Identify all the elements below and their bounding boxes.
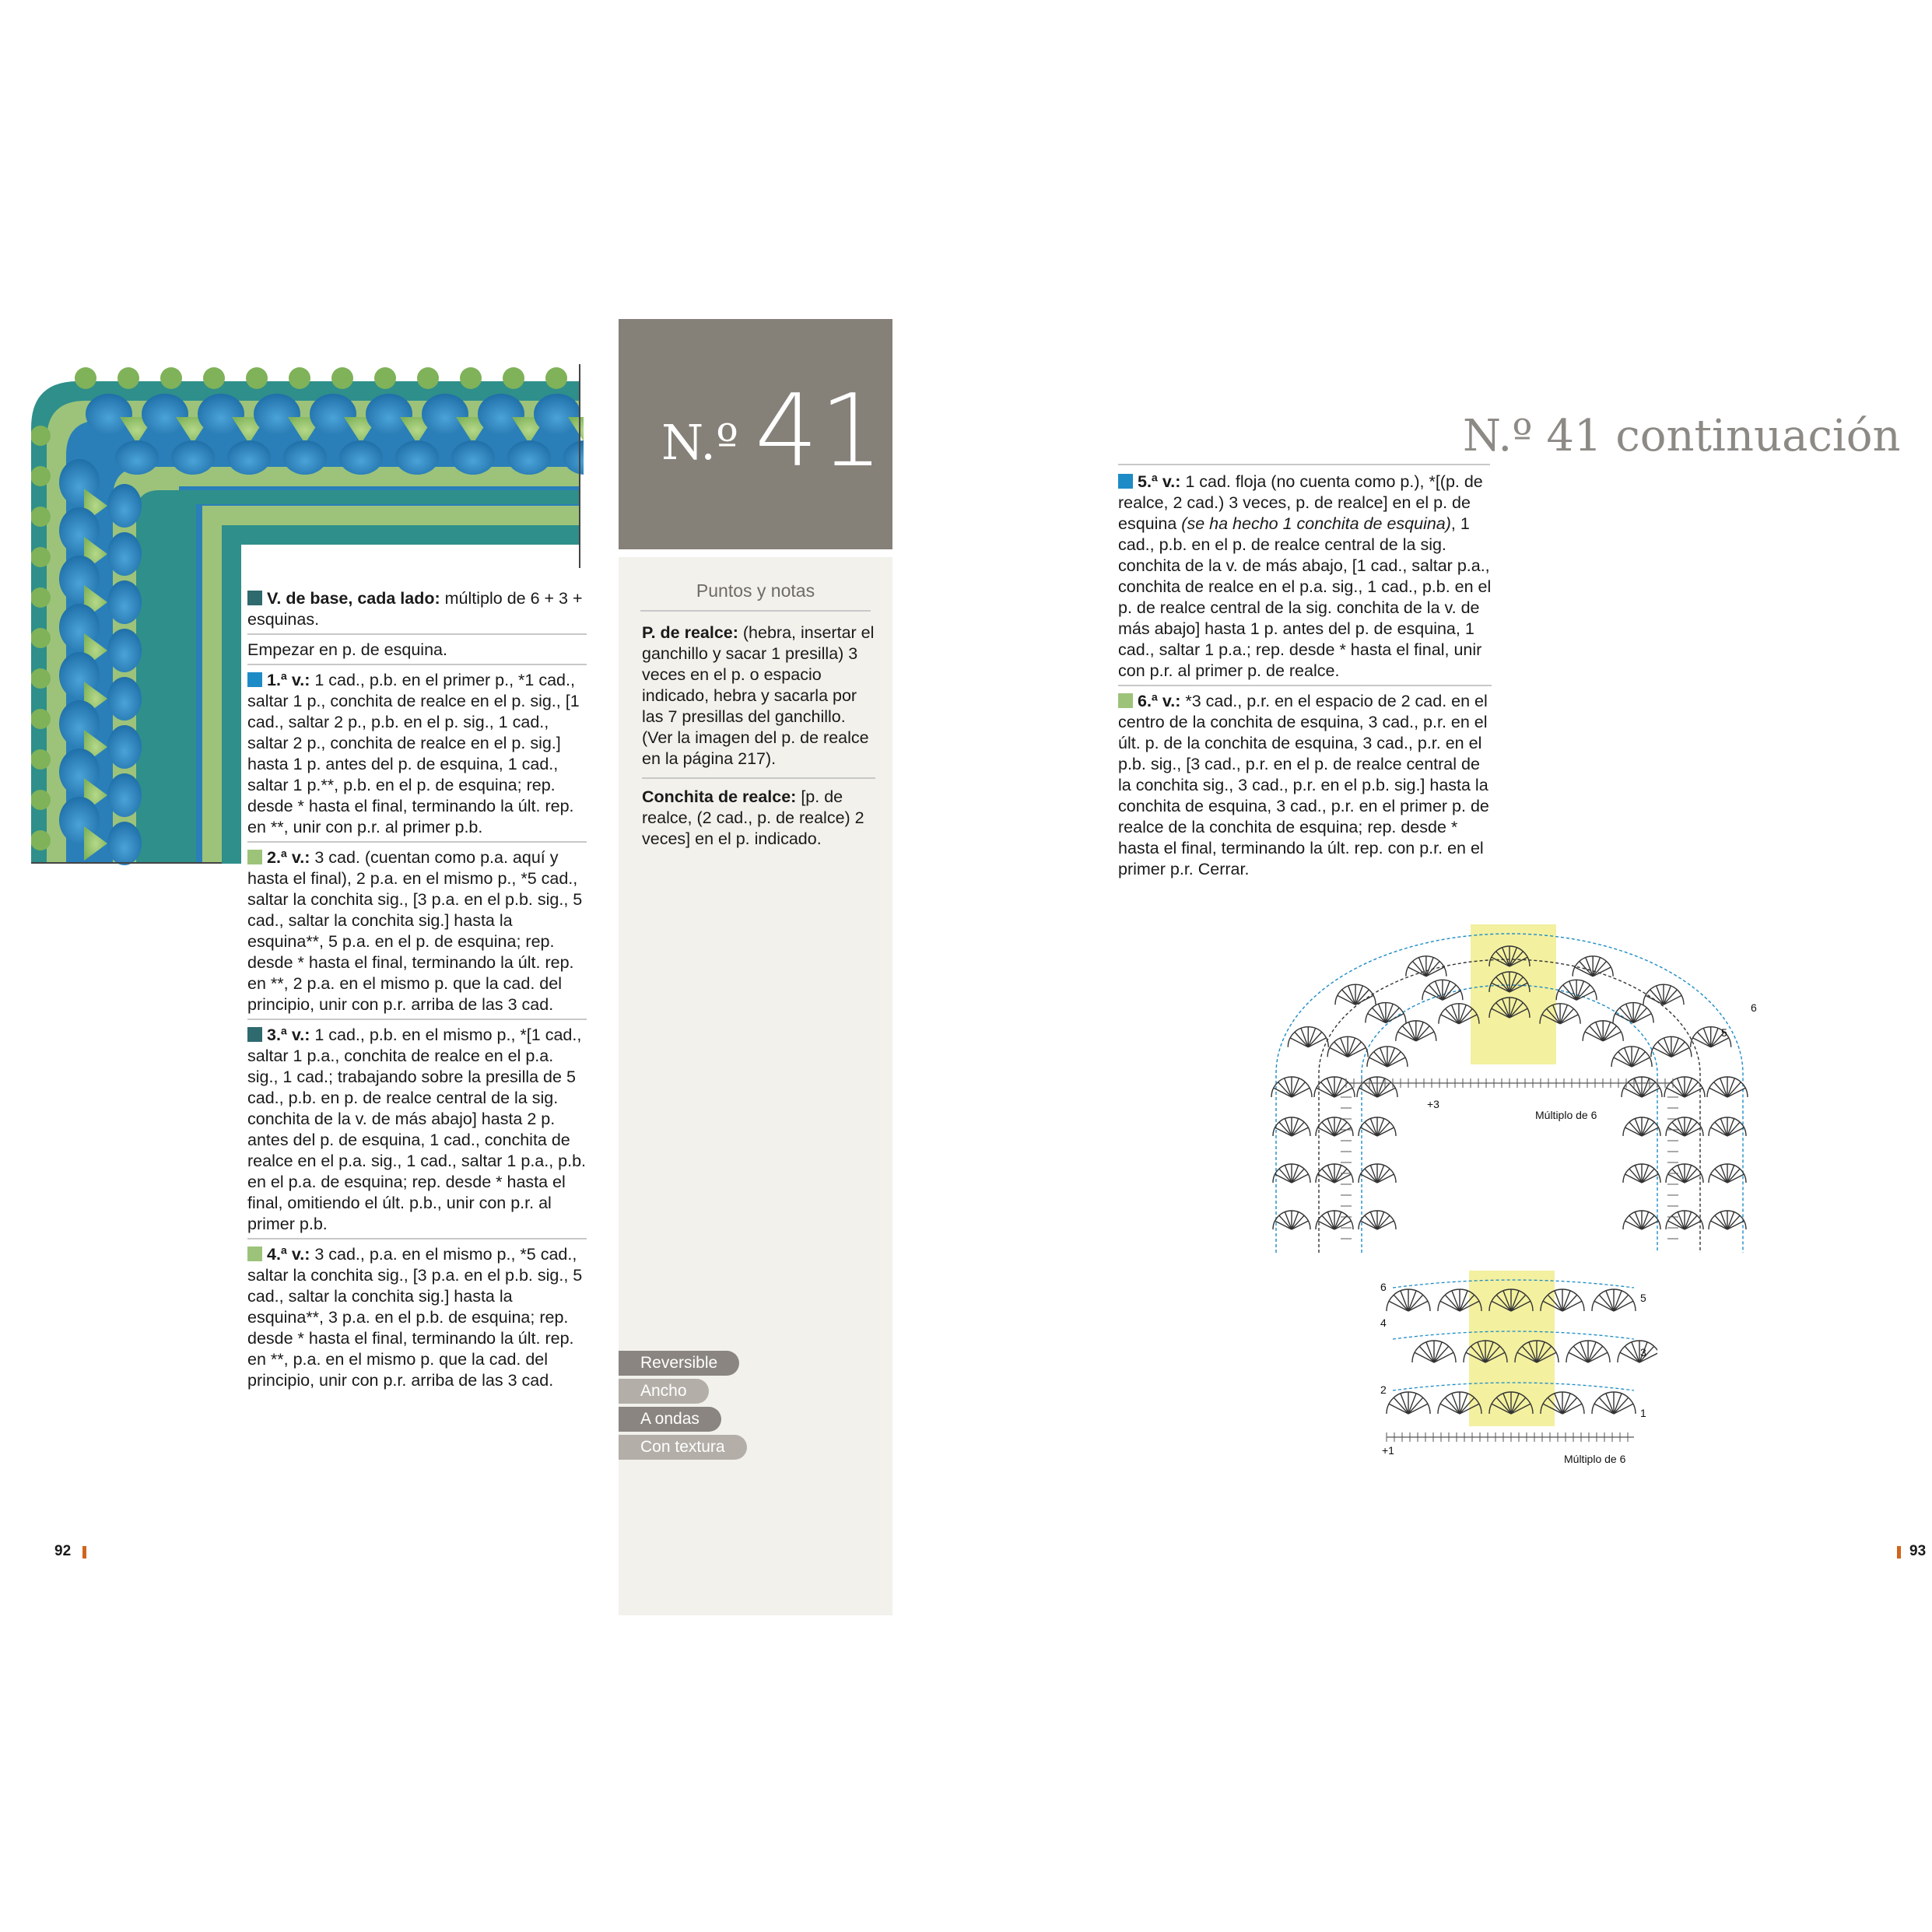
- chart-row-number: 2: [1380, 1383, 1387, 1396]
- row-marker-icon: [1118, 474, 1133, 489]
- instruction-text: *3 cad., p.r. en el espacio de 2 cad. en el centro de la conchita de esquina, 3 cad., p.r. en el últ. p. de la conchita de esquina, 3 cad., p.r. en el p.b. sig., [3 cad., p.r. en el p. de realce central de la conchita sig., 3 cad., p.r. en el p.b. sig.] hasta la conchita de esquina, 3 cad., p.r. en el primer p. de realce de la conchita de esquina; rep. desde * hasta el final, terminando la últ. rep. con p.r. en el primer p.r. Cerrar.: [1118, 692, 1489, 878]
- page-number-marker: [82, 1546, 86, 1559]
- page-number-marker: [1897, 1546, 1901, 1559]
- pattern-number-prefix: N.º: [661, 414, 739, 471]
- instruction-italic-note: (se ha hecho 1 conchita de esquina): [1181, 514, 1451, 533]
- instruction-text: 1 cad. floja (no cuenta como p.), *[(p. de realce, 2 cad.) 3 veces, p. de realce] en el p. de esquina: [1118, 472, 1483, 533]
- note-item: [642, 618, 875, 777]
- instruction-row-2: [247, 841, 587, 1019]
- tag-a-ondas: A ondas: [619, 1407, 721, 1432]
- chart-plus-label: +1: [1382, 1444, 1394, 1457]
- notes-title: Puntos y notas: [696, 580, 815, 601]
- chart-row-label: 5: [1721, 1026, 1727, 1039]
- note-label: P. de realce:: [642, 623, 738, 642]
- note-item: [642, 777, 875, 857]
- chart-multiple-label: Múltiplo de 6: [1535, 1109, 1597, 1121]
- instruction-text: 3 cad., p.a. en el mismo p., *5 cad., saltar la conchita sig., [3 p.a. en el p.b. sig., 5 cad., saltar la conchita sig.] hasta la esquina**, 3 p.a. en el p.b. de esquina; rep. desde * hasta el final, terminando la últ. rep. en **, p.a. en el mismo p. que la cad. del principio, unir con p.r. arriba de las 3 cad.: [247, 1245, 583, 1390]
- instructions-left: [247, 584, 587, 1394]
- instruction-row-1: [247, 664, 587, 841]
- photo-frame-line-vertical: [579, 364, 580, 568]
- notes-divider: [640, 610, 871, 612]
- instruction-label: 5.ª v.:: [1138, 472, 1181, 491]
- chart-plus-label: +3: [1427, 1098, 1439, 1110]
- note-text: [p. de realce, (2 cad., p. de realce) 2 veces] en el p. indicado.: [642, 787, 864, 848]
- instruction-row-5: [1118, 467, 1492, 685]
- row-marker-icon: [247, 591, 262, 605]
- row-marker-icon: [247, 850, 262, 864]
- tag-con-textura: Con textura: [619, 1435, 747, 1460]
- continuation-title-rule: [1118, 464, 1490, 465]
- page-number-right: 93: [1909, 1543, 1927, 1559]
- row-marker-icon: [247, 1027, 262, 1042]
- instruction-start: [247, 633, 587, 664]
- notes-body: [642, 618, 875, 857]
- instruction-label: 2.ª v.:: [267, 848, 310, 867]
- crochet-chart-straight: [1369, 1264, 1657, 1474]
- note-text: (hebra, insertar el ganchillo y sacar 1 presilla) 3 veces en el p. o espacio indicado, hebra y sacarla por las 7 presillas del ganchillo. (Ver la imagen del p. de realce en la página 217).: [642, 623, 875, 768]
- instruction-row-4: [247, 1238, 587, 1394]
- chart-row-number: 6: [1380, 1281, 1387, 1293]
- crochet-chart-corner: [1237, 918, 1782, 1268]
- instruction-label: V. de base, cada lado:: [267, 589, 440, 608]
- note-label: Conchita de realce:: [642, 787, 797, 806]
- instruction-text: 3 cad. (cuentan como p.a. aquí y hasta el final), 2 p.a. en el mismo p., *5 cad., saltar la conchita sig., [3 p.a. en el p.b. sig., 5 cad., saltar la conchita sig.] hasta la esquina**, 5 p.a. en el p. de esquina; rep. desde * hasta el final, terminando la últ. rep. en **, 2 p.a. en el mismo p. que la cad. del principio, unir con p.r. arriba de las 3 cad.: [247, 848, 583, 1014]
- instructions-right: [1118, 467, 1492, 883]
- instruction-base-row: [247, 584, 587, 633]
- instruction-label: 4.ª v.:: [267, 1245, 310, 1264]
- chart-row-number: 5: [1640, 1292, 1646, 1304]
- instruction-label: 6.ª v.:: [1138, 692, 1181, 710]
- chart-multiple-label: Múltiplo de 6: [1564, 1453, 1626, 1465]
- chart-symbols: [1271, 934, 1748, 1253]
- chart-row-number: 4: [1380, 1317, 1387, 1329]
- row-marker-icon: [1118, 693, 1133, 708]
- repeat-highlight: [1471, 924, 1556, 1064]
- instruction-label: 3.ª v.:: [267, 1026, 310, 1044]
- continuation-title: N.º 41 continuación: [1463, 411, 1901, 461]
- page-number-left: 92: [54, 1543, 72, 1559]
- photo-frame-line-horizontal: [31, 862, 222, 864]
- instruction-text: 1 cad., p.b. en el mismo p., *[1 cad., saltar 1 p.a., conchita de realce en el p.a. sig., 1 cad.; trabajando sobre la presilla de 5 cad., p.b. en p. de realce central de la sig. conchita de la v. de más abajo] hasta 2 p. antes del p. de esquina, 1 cad., conchita de realce en el p.a. sig., 1 cad., saltar 1 p.a., p.b. en el p.a. de esquina; rep. desde * hasta el final, omitiendo el últ. p.b., unir con p.r. al primer p.b.: [247, 1026, 587, 1233]
- instruction-text: 1 cad., p.b. en el primer p., *1 cad., saltar 1 p., conchita de realce en el p. sig., [1 cad., saltar 2 p., p.b. en el p. sig., 1 cad., saltar 2 p., conchita de realce en el p. sig.] hasta 1 p. antes del p. de esquina, 1 cad., saltar 1 p.**, p.b. en el p. de esquina; rep. desde * hasta el final, terminando la últ. rep. en **, unir con p.r. al primer p.b.: [247, 671, 580, 836]
- row-marker-icon: [247, 672, 262, 687]
- instruction-row-6: [1118, 685, 1492, 883]
- pattern-number: 41: [755, 373, 885, 489]
- chart-row-number: 1: [1640, 1407, 1646, 1419]
- tag-reversible: Reversible: [619, 1351, 739, 1376]
- pattern-number-box: [619, 319, 892, 549]
- instruction-label: 1.ª v.:: [267, 671, 310, 689]
- row-marker-icon: [247, 1247, 262, 1261]
- chart-row-number: 3: [1640, 1346, 1646, 1359]
- instruction-row-3: [247, 1019, 587, 1238]
- tag-ancho: Ancho: [619, 1379, 709, 1404]
- instruction-text-continued: , 1 cad., p.b. en el p. de realce central de la sig. conchita de la v. de más abajo, [1 cad., saltar p.a., conchita de realce en el p.a. sig., 1 cad., p.b. en el p. de realce central de la sig. conchita de la v. de más abajo] hasta 1 p. antes del p. de esquina, 1 cad., saltar 1 p.a.; rep. desde * hasta el final, unir con p.r. al primer p. de realce.: [1118, 514, 1492, 680]
- chart-row-label: 6: [1751, 1001, 1757, 1014]
- instruction-text: múltiplo de 6 + 3 + esquinas.: [247, 589, 583, 629]
- instruction-text: Empezar en p. de esquina.: [247, 640, 447, 659]
